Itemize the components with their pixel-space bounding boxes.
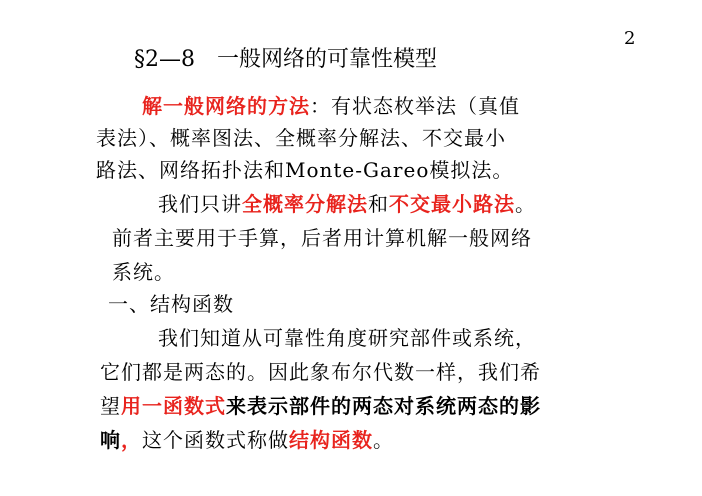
methods-line-1	[142, 90, 520, 119]
focus-and: 和	[368, 192, 389, 216]
focus-line-3: 系统。	[112, 260, 175, 284]
section-heading: 一、结构函数	[108, 292, 234, 316]
paragraph-line-2: 它们都是两态的。因此象布尔代数一样，我们希	[100, 360, 541, 384]
methods-line-2: 表法）、概率图法、全概率分解法、不交最小	[96, 126, 506, 150]
slide-title: §2—8 一般网络的可靠性模型	[134, 47, 437, 72]
function-term: 用一函数式	[121, 394, 226, 418]
focus-method-1: 全概率分解法	[242, 192, 368, 216]
paragraph-line4-comma: ，	[121, 428, 142, 452]
focus-line-2: 前者主要用于手算，后者用计算机解一般网络	[112, 226, 532, 250]
paragraph-line4-mid: 这个函数式称做	[142, 428, 289, 452]
page-number: 2	[624, 28, 636, 49]
methods-line1-text: ：有状态枚举法（真值	[310, 94, 520, 118]
methods-line-3: 路法、网络拓扑法和Monte-Gareo模拟法。	[96, 158, 514, 182]
paragraph-line4-bold: 响	[100, 428, 121, 452]
paragraph-line3-start: 望	[100, 394, 121, 418]
focus-end: 。	[515, 192, 536, 216]
paragraph-line-4	[100, 424, 394, 453]
paragraph-line3-bold: 来表示部件的两态对系统两态的影	[226, 394, 541, 418]
focus-line-1	[158, 188, 536, 217]
focus-prefix: 我们只讲	[158, 192, 242, 216]
paragraph-line-3	[100, 390, 541, 419]
structure-function-term: 结构函数	[289, 428, 373, 452]
paragraph-line4-end: 。	[373, 428, 394, 452]
methods-label: 解一般网络的方法	[142, 94, 310, 118]
focus-method-2: 不交最小路法	[389, 192, 515, 216]
paragraph-line-1: 我们知道从可靠性角度研究部件或系统，	[158, 326, 536, 350]
